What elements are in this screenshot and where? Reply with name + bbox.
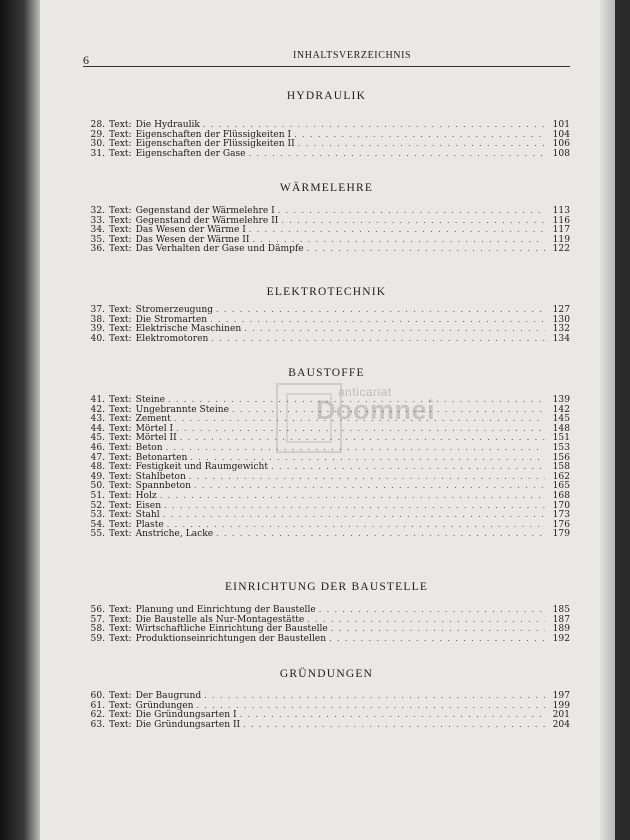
entry-number: 54. <box>90 519 105 530</box>
entry-title: Zement <box>135 414 171 425</box>
entry-keyword: Text: <box>109 481 132 492</box>
entry-title: Gegenstand der Wärmelehre II <box>135 215 279 226</box>
entry-number: 41. <box>90 395 105 405</box>
toc-entry <box>83 710 570 720</box>
entry-title: Elektromotoren <box>135 333 209 344</box>
dot-leader <box>281 216 545 226</box>
entry-page: 170 <box>552 500 570 511</box>
entry-title: Betonarten <box>135 452 188 463</box>
entry-keyword: Text: <box>109 719 132 730</box>
dot-leader <box>166 443 545 453</box>
dot-leader <box>211 334 545 344</box>
entry-number: 29. <box>90 129 105 140</box>
entry-number: 46. <box>90 442 105 453</box>
entry-page: 168 <box>552 490 570 501</box>
dot-leader <box>197 701 545 711</box>
toc-entry <box>83 443 570 453</box>
entry-page: 179 <box>552 529 570 540</box>
dot-leader <box>271 462 545 472</box>
entry-page: 199 <box>552 700 570 711</box>
entry-keyword: Text: <box>109 314 132 325</box>
toc-entry <box>83 481 570 491</box>
entry-title: Die Stromarten <box>135 314 208 325</box>
toc-entry <box>83 206 570 216</box>
page-edge <box>600 0 615 840</box>
entry-page: 145 <box>552 414 570 425</box>
entry-number: 55. <box>90 529 105 540</box>
dot-leader <box>278 206 545 216</box>
entry-keyword: Text: <box>109 305 132 315</box>
watermark-brand: Doomnei <box>316 395 436 425</box>
entry-title: Das Verhalten der Gase und Dämpfe <box>135 244 304 255</box>
entry-title: Die Gründungsarten I <box>135 710 237 721</box>
entry-title: Das Wesen der Wärme I <box>135 225 246 236</box>
entry-number: 62. <box>90 710 105 721</box>
toc-entry <box>83 405 570 415</box>
entry-keyword: Text: <box>109 519 132 530</box>
entry-page: 104 <box>552 129 570 140</box>
entry-page: 113 <box>552 206 570 216</box>
entry-number: 57. <box>90 614 105 625</box>
entry-title: Stahlbeton <box>135 471 186 482</box>
entry-number: 44. <box>90 423 105 434</box>
entry-keyword: Text: <box>109 700 132 711</box>
dot-leader <box>307 615 545 625</box>
entry-title: Ungebrannte Steine <box>135 404 229 415</box>
entry-keyword: Text: <box>109 691 132 701</box>
entry-keyword: Text: <box>109 206 132 216</box>
entry-page: 148 <box>552 423 570 434</box>
section-title: BAUSTOFFE <box>288 367 365 379</box>
toc-entry <box>83 305 570 315</box>
entry-title: Stahl <box>135 510 160 521</box>
entry-title: Gegenstand der Wärmelehre I <box>135 206 275 216</box>
entry-number: 28. <box>90 120 105 130</box>
toc-entry <box>83 334 570 344</box>
dot-leader <box>176 424 545 434</box>
toc-section-list <box>83 605 570 643</box>
toc-entry <box>83 244 570 254</box>
entry-title: Elektrische Maschinen <box>135 324 242 335</box>
entry-keyword: Text: <box>109 529 132 540</box>
toc-entry <box>83 130 570 140</box>
entry-title: Plaste <box>135 519 164 530</box>
entry-keyword: Text: <box>109 633 132 644</box>
dot-leader <box>244 324 545 334</box>
entry-page: 173 <box>552 510 570 521</box>
entry-title: Mörtel I <box>135 423 174 434</box>
entry-keyword: Text: <box>109 624 132 635</box>
dot-leader <box>163 510 545 520</box>
toc-entry <box>83 216 570 226</box>
entry-keyword: Text: <box>109 452 132 463</box>
entry-page: 192 <box>552 633 570 644</box>
entry-page: 132 <box>552 324 570 335</box>
entry-keyword: Text: <box>109 139 132 150</box>
toc-entry <box>83 462 570 472</box>
entry-number: 48. <box>90 462 105 473</box>
toc-entry <box>83 510 570 520</box>
toc-entry <box>83 324 570 334</box>
entry-keyword: Text: <box>109 244 132 255</box>
entry-number: 53. <box>90 510 105 521</box>
entry-title: Eigenschaften der Gase <box>135 148 246 159</box>
entry-title: Mörtel II <box>135 433 177 444</box>
entry-number: 52. <box>90 500 105 511</box>
entry-page: 151 <box>552 433 570 444</box>
entry-number: 34. <box>90 225 105 236</box>
entry-number: 51. <box>90 490 105 501</box>
entry-title: Planung und Einrichtung der Baustelle <box>135 605 316 615</box>
entry-number: 35. <box>90 234 105 245</box>
entry-number: 38. <box>90 314 105 325</box>
entry-keyword: Text: <box>109 710 132 721</box>
entry-title: Festigkeit und Raumgewicht <box>135 462 269 473</box>
entry-keyword: Text: <box>109 120 132 130</box>
entry-title: Der Baugrund <box>135 691 202 701</box>
entry-keyword: Text: <box>109 234 132 245</box>
toc-entry <box>83 120 570 130</box>
entry-number: 32. <box>90 206 105 216</box>
section-title: ELEKTROTECHNIK <box>266 286 387 298</box>
toc-section-list <box>83 691 570 729</box>
dot-leader <box>194 481 545 491</box>
entry-title: Beton <box>135 442 163 453</box>
entry-keyword: Text: <box>109 442 132 453</box>
entry-keyword: Text: <box>109 423 132 434</box>
entry-keyword: Text: <box>109 129 132 140</box>
entry-title: Eigenschaften der Flüssigkeiten I <box>135 129 292 140</box>
entry-title: Die Hydraulik <box>135 120 200 130</box>
entry-page: 127 <box>552 305 570 315</box>
entry-keyword: Text: <box>109 148 132 159</box>
entry-number: 39. <box>90 324 105 335</box>
entry-page: 117 <box>552 225 570 236</box>
dot-leader <box>189 472 545 482</box>
section-title: HYDRAULIK <box>286 90 367 102</box>
toc-entry <box>83 720 570 730</box>
entry-page: 134 <box>552 333 570 344</box>
dot-leader <box>232 405 545 415</box>
entry-keyword: Text: <box>109 404 132 415</box>
entry-number: 45. <box>90 433 105 444</box>
toc-entry <box>83 149 570 159</box>
dot-leader <box>294 130 545 140</box>
entry-page: 187 <box>552 614 570 625</box>
dot-leader <box>319 605 545 615</box>
section-title: WÄRMELEHRE <box>279 182 374 194</box>
entry-page: 108 <box>552 148 570 159</box>
entry-number: 56. <box>90 605 105 615</box>
toc-entry <box>83 453 570 463</box>
entry-title: Anstriche, Lacke <box>135 529 214 540</box>
entry-title: Steine <box>135 395 166 405</box>
dot-leader <box>329 634 545 644</box>
book-page <box>40 0 615 840</box>
toc-entry <box>83 529 570 539</box>
dot-leader <box>298 139 545 149</box>
entry-page: 139 <box>552 395 570 405</box>
entry-number: 43. <box>90 414 105 425</box>
entry-title: Spannbeton <box>135 481 191 492</box>
entry-page: 116 <box>552 215 570 226</box>
entry-number: 47. <box>90 452 105 463</box>
dot-leader <box>168 395 545 405</box>
entry-page: 158 <box>552 462 570 473</box>
entry-page: 165 <box>552 481 570 492</box>
entry-number: 61. <box>90 700 105 711</box>
toc-section-list <box>83 395 570 539</box>
entry-keyword: Text: <box>109 510 132 521</box>
dot-leader <box>216 529 545 539</box>
entry-number: 31. <box>90 148 105 159</box>
entry-number: 63. <box>90 719 105 730</box>
dot-leader <box>160 491 545 501</box>
toc-entry <box>83 315 570 325</box>
entry-title: Wirtschaftliche Einrichtung der Baustelle <box>135 624 328 635</box>
entry-title: Gründungen <box>135 700 194 711</box>
book-gutter-shadow <box>0 0 40 840</box>
dot-leader <box>174 414 545 424</box>
entry-page: 122 <box>552 244 570 255</box>
entry-keyword: Text: <box>109 324 132 335</box>
entry-number: 40. <box>90 333 105 344</box>
toc-section-list <box>83 120 570 158</box>
toc-entry <box>83 491 570 501</box>
entry-keyword: Text: <box>109 333 132 344</box>
entry-number: 42. <box>90 404 105 415</box>
entry-keyword: Text: <box>109 215 132 226</box>
entry-page: 153 <box>552 442 570 453</box>
entry-keyword: Text: <box>109 395 132 405</box>
watermark-small-text: anticariat <box>338 385 392 399</box>
entry-title: Eisen <box>135 500 162 511</box>
toc-entry <box>83 501 570 511</box>
toc-entry <box>83 225 570 235</box>
toc-entry <box>83 520 570 530</box>
entry-number: 33. <box>90 215 105 226</box>
dot-leader <box>249 225 545 235</box>
toc-entry <box>83 691 570 701</box>
dot-leader <box>167 520 545 530</box>
toc-entry <box>83 139 570 149</box>
entry-number: 37. <box>90 305 105 315</box>
running-head <box>83 50 570 67</box>
section-title: EINRICHTUNG DER BAUSTELLE <box>224 581 429 593</box>
entry-number: 50. <box>90 481 105 492</box>
section-title: GRÜNDUNGEN <box>279 668 374 680</box>
entry-keyword: Text: <box>109 225 132 236</box>
dot-leader <box>253 235 546 245</box>
dot-leader <box>307 244 545 254</box>
entry-keyword: Text: <box>109 462 132 473</box>
entry-number: 59. <box>90 633 105 644</box>
entry-page: 176 <box>552 519 570 530</box>
entry-page: 106 <box>552 139 570 150</box>
toc-entry <box>83 615 570 625</box>
toc-entry <box>83 624 570 634</box>
toc-entry <box>83 395 570 405</box>
entry-page: 204 <box>552 719 570 730</box>
entry-page: 197 <box>552 691 570 701</box>
dot-leader <box>243 720 545 730</box>
toc-section-list <box>83 305 570 343</box>
entry-title: Holz <box>135 490 157 501</box>
entry-page: 156 <box>552 452 570 463</box>
entry-keyword: Text: <box>109 614 132 625</box>
entry-page: 201 <box>552 710 570 721</box>
entry-number: 30. <box>90 139 105 150</box>
entry-keyword: Text: <box>109 471 132 482</box>
dot-leader <box>190 453 545 463</box>
entry-title: Die Baustelle als Nur-Montagestätte <box>135 614 305 625</box>
entry-keyword: Text: <box>109 433 132 444</box>
toc-entry <box>83 235 570 245</box>
toc-entry <box>83 634 570 644</box>
entry-keyword: Text: <box>109 414 132 425</box>
entry-keyword: Text: <box>109 605 132 615</box>
dot-leader <box>180 433 545 443</box>
page-number: 6 <box>83 53 90 67</box>
entry-number: 60. <box>90 691 105 701</box>
entry-page: 130 <box>552 314 570 325</box>
toc-entry <box>83 605 570 615</box>
entry-number: 36. <box>90 244 105 255</box>
entry-title: Die Gründungsarten II <box>135 719 241 730</box>
entry-title: Eigenschaften der Flüssigkeiten II <box>135 139 295 150</box>
dot-leader <box>240 710 545 720</box>
toc-entry <box>83 433 570 443</box>
entry-page: 142 <box>552 404 570 415</box>
entry-title: Das Wesen der Wärme II <box>135 234 250 245</box>
entry-page: 101 <box>552 120 570 130</box>
toc-entry <box>83 414 570 424</box>
entry-page: 162 <box>552 471 570 482</box>
dot-leader <box>249 149 545 159</box>
toc-entry <box>83 701 570 711</box>
running-title: INHALTSVERZEICHNIS <box>293 50 412 61</box>
toc-entry <box>83 424 570 434</box>
toc-section-list <box>83 206 570 254</box>
dot-leader <box>210 315 545 325</box>
entry-number: 58. <box>90 624 105 635</box>
dot-leader <box>216 305 545 315</box>
entry-keyword: Text: <box>109 490 132 501</box>
entry-title: Stromerzeugung <box>135 305 214 315</box>
entry-keyword: Text: <box>109 500 132 511</box>
entry-page: 189 <box>552 624 570 635</box>
entry-title: Produktionseinrichtungen der Baustellen <box>135 633 327 644</box>
dot-leader <box>331 624 545 634</box>
dot-leader <box>164 501 545 511</box>
toc-entry <box>83 472 570 482</box>
entry-page: 185 <box>552 605 570 615</box>
dot-leader <box>204 691 545 701</box>
entry-number: 49. <box>90 471 105 482</box>
dot-leader <box>203 120 545 130</box>
entry-page: 119 <box>552 234 570 245</box>
